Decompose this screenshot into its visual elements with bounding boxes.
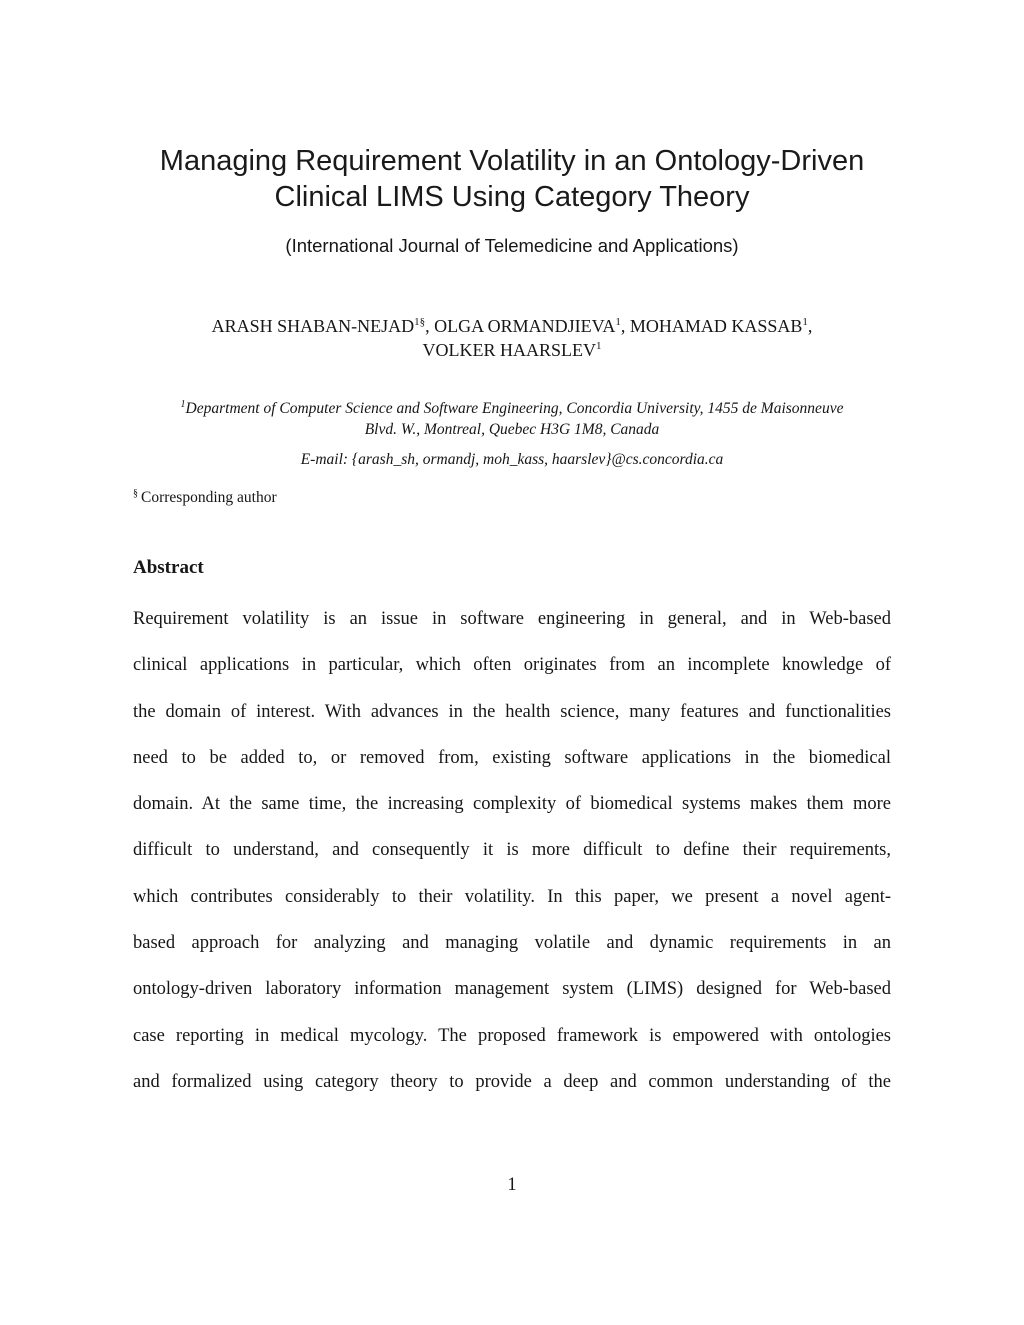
abstract-line: clinical applications in particular, which often originates from an incomplete knowledge of bbox=[133, 655, 891, 676]
abstract-line: difficult to understand, and consequently it is more difficult to define their requirements, bbox=[133, 840, 891, 861]
paper-title bbox=[0, 143, 1024, 215]
abstract-line: ontology-driven laboratory information management system (LIMS) designed for Web-based bbox=[133, 979, 891, 1000]
affiliation-line-2: Blvd. W., Montreal, Quebec H3G 1M8, Canada bbox=[364, 421, 660, 438]
author-line-2 bbox=[0, 338, 1024, 362]
abstract-line: case reporting in medical mycology. The proposed framework is empowered with ontologies bbox=[133, 1025, 891, 1046]
page-number: 1 bbox=[507, 1175, 517, 1195]
author-name: VOLKER HAARSLEV bbox=[422, 340, 596, 360]
abstract-line: Requirement volatility is an issue in software engineering in general, and in Web-based bbox=[133, 609, 891, 629]
author-affiliation-mark: 1 bbox=[802, 316, 808, 328]
affiliation-line-1 bbox=[120, 398, 904, 419]
abstract-line: which contributes considerably to their volatility. In this paper, we present a novel agent- bbox=[133, 886, 891, 907]
abstract-line: and formalized using category theory to provide a deep and common understanding of the bbox=[133, 1071, 891, 1092]
journal-name: (International Journal of Telemedicine and Applications) bbox=[285, 235, 739, 256]
abstract-line: domain. At the same time, the increasing complexity of biomedical systems makes them more bbox=[133, 794, 891, 815]
affiliation bbox=[120, 398, 904, 440]
author-name: , MOHAMAD KASSAB bbox=[620, 316, 803, 336]
abstract-line: based approach for analyzing and managing volatile and dynamic requirements in an bbox=[133, 933, 891, 954]
author-name: , OLGA ORMANDJIEVA bbox=[425, 316, 616, 336]
corresponding-text: Corresponding author bbox=[141, 489, 277, 506]
corresponding-author-note bbox=[133, 487, 277, 508]
author-affiliation-mark: 1§ bbox=[414, 316, 426, 328]
author-affiliation-mark: 1 bbox=[596, 340, 602, 352]
title-line-1: Managing Requirement Volatility in an Ontology-Driven bbox=[159, 145, 865, 177]
abstract-body bbox=[133, 603, 891, 1112]
author-line-1 bbox=[0, 314, 1024, 338]
abstract-line: need to be added to, or removed from, existing software applications in the biomedical bbox=[133, 747, 891, 768]
abstract-heading: Abstract bbox=[133, 557, 204, 578]
corresponding-mark: § bbox=[133, 488, 138, 499]
author-list bbox=[0, 314, 1024, 362]
author-affiliation-mark: 1 bbox=[615, 316, 621, 328]
email-contact: E-mail: {arash_sh, ormandj, moh_kass, haarslev}@cs.concordia.ca bbox=[300, 451, 724, 468]
affiliation-text: Department of Computer Science and Software Engineering, Concordia University, 1455 de Maisonneuve bbox=[185, 400, 844, 417]
title-line-2: Clinical LIMS Using Category Theory bbox=[274, 181, 750, 213]
author-separator: , bbox=[807, 316, 813, 336]
author-name: ARASH SHABAN-NEJAD bbox=[211, 316, 415, 336]
affiliation-mark: 1 bbox=[180, 399, 186, 410]
abstract-line: the domain of interest. With advances in the health science, many features and functionalities bbox=[133, 701, 891, 722]
